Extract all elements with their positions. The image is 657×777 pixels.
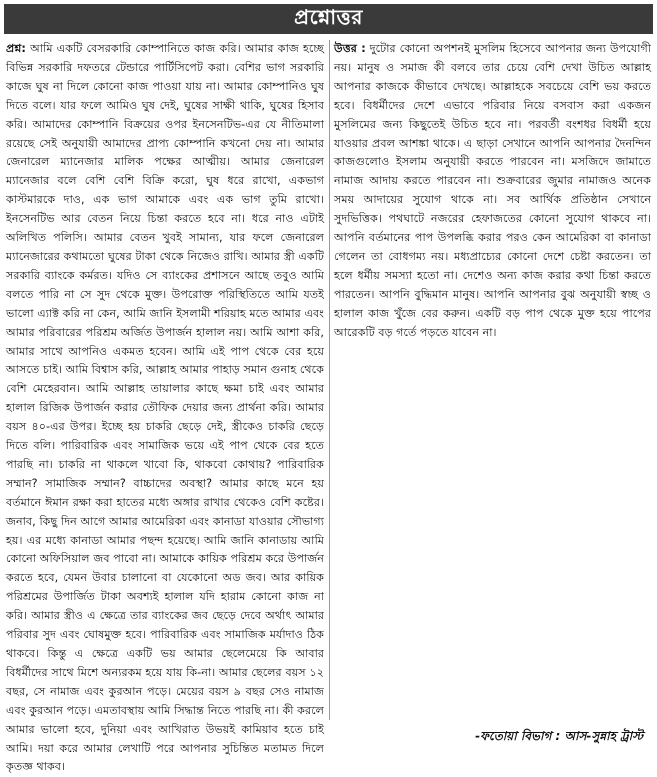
header-banner xyxy=(4,4,653,34)
question-label: প্রশ্ন: xyxy=(6,42,26,55)
column-divider xyxy=(329,40,330,720)
source-credit: -ফতোয়া বিভাগ : আস-সুন্নাহ ট্রাস্ট xyxy=(475,729,643,743)
answer-paragraph xyxy=(334,40,651,343)
column-right xyxy=(334,40,651,720)
page-title: প্রশ্নোত্তর xyxy=(294,4,363,29)
column-left xyxy=(6,40,324,774)
question-paragraph xyxy=(6,40,324,777)
answer-text: দুটোর কোনো অপশনই মুসলিম হিসেবে আপনার জন্য উপযোগী নয়। মানুষ ও সমাজ কী বলবে তার চেয়ে বেশি দেখা উচিত আল্লাহ আপনার কাজকে কীভাবে দেখছে। আল্লাহকে সবচেয়ে বেশি ভয় করতে হবে। বিধর্মীদের দেশে এভাবে পরিবার নিয়ে বসবাস করা একজন মুসলিমের জন্য কিছুতেই উচিত হবে না। পরবর্তী বংশধর বিধর্মী হয়ে যাওয়ার প্রবল আশঙ্কা থাকে। এ ছাড়া সেখানে আপনি আপনার দৈনন্দিন কাজগুলোও ইসলাম অনুযায়ী করতে পারবেন না। মসজিদে জামাতে নামাজ আদায় করতে পারবেন না। শুক্রবারের জুমার নামাজও অনেক সময় আদায়ের সুযোগ থাকে না। সব আর্থিক প্রতিষ্ঠান সেখানে সুদভিত্তিক। পথঘাটে নজরের হেফাজতের কোনো সুযোগ থাকবে না। আপনি বর্তমানের পাপ উপলব্ধি করার পরও কেন আমেরিকা বা কানাডা গেলেন তা বোধগম্য নয়। মধ্যপ্রাচ্যের কোনো দেশে চেষ্টা করতেন। তা হলে ধর্মীয় সমস্যা হতো না। দেশেও অন্য কাজ করার কথা চিন্তা করতে পারতেন। আপনি বুদ্ধিমান মানুষ। আপনি আপনার বুঝ অনুযায়ী স্বচ্ছ ও হালাল কাজ খুঁজে বের করুন। একটি বড় পাপ থেকে মুক্ত হয়ে পাপের আরেকটি বড় গর্তে পড়তে যাবেন না। xyxy=(334,42,651,339)
question-text: আমি একটি বেসরকারি কোম্পানিতে কাজ করি। আমার কাজ হচ্ছে বিভিন্ন সরকারি দফতরে টেন্ডারে পার্টিসিপেট করা। বেশির ভাগ সরকারি কাজে ঘুষ না দিলে কোনো কাজ পাওয়া যায় না। আমার কোম্পানিও ঘুষ দিতে বলে। যার ফলে আমিও ঘুষ দেই, ঘুষের সাক্ষী থাকি, ঘুষের হিসাব করি। আমাদের কোম্পানি বিক্রয়ের ওপর ইনসেনটিভ-এর যে নীতিমালা রয়েছে সেই অনুযায়ী আমাদের প্রাপ্য কোম্পানি কখনো দেয় না। আমার জেনারেল ম্যানেজার মালিক পক্ষের আত্মীয়। আমার জেনারেল ম্যানেজার বলে বেশি বেশি বিক্রি করো, ঘুষ ধরে রাখো, একভাগ কাস্টমারকে দাও, এক ভাগ আমাকে এবং এক ভাগ তুমি রাখো। ইনসেনটিভ আর বেতন নিয়ে চিন্তা করতে হবে না। ধরে নাও এটাই অলিখিত পলিসি। আমার বেতন খুবই সামান্য, যার ফলে জেনারেল ম্যানেজারের কথামতো ঘুষের টাকা থেকে নিজেও রাখি। আমার স্ত্রী একটি সরকারি ব্যাংকে কর্মরত। যদিও সে ব্যাংকের প্রশাসনে আছে তবুও আমি বলতে পারি না সে সুদ থেকে মুক্ত। উপরোক্ত পরিস্থিতিতে আমি যতই ভালো এ্যাক্ট করি না কেন, আমি জানি ইসলামী শরিয়াহ মতে আমার এবং আমার পরিবারের পরিশ্রম অর্জিত উপার্জন হালাল নয়। আমি আশা করি, আমার সাথে আপনিও একমত হবেন। আমি এই পাপ থেকে বের হয়ে আসতে চাই। আমি বিশ্বাস করি, আল্লাহ আমার পাহাড় সমান গুনাহ থেকে বেশি মেহেরবান। আমি আল্লাহ তায়ালার কাছে ক্ষমা চাই এবং আমার হালাল রিজিক উপার্জন করার তৌফিক দেয়ার জন্য প্রার্থনা করি। আমার বয়স ৪০-এর উপর। ইচ্ছে হয় চাকরি ছেড়ে দেই, স্ত্রীকেও চাকরি ছেড়ে দিতে বলি। পারিবারিক এবং সামাজিক ভয়ে এই পাপ থেকে বের হতে পারছি না। চাকরি না থাকলে খাবো কি, থাকবো কোথায়? পারিবারিক সম্মান? সামাজিক সম্মান? বাচ্চাদের অবস্থা? আমার কাছে মনে হয় বর্তমানে ঈমান রক্ষা করা হাতের মধ্যে অঙ্গার রাখার থেকেও বেশি কষ্টের। জনাব, কিছু দিন আগে আমার আমেরিকা এবং কানাডা যাওয়ার সৌভাগ্য হয়। এর মধ্যে কানাডা আমার পছন্দ হয়েছে। আমি জানি কানাডায় আমি কোনো অফিসিয়াল জব পাবো না। আমাকে কায়িক পরিশ্রম করে উপার্জন করতে হবে, যেমন উবার চালানো বা যেকোনো অড জব। আর কায়িক পরিশ্রমের উপার্জিত টাকা অবশ্যই হালাল যদি হারাম কোনো কাজ না করি। আমার স্ত্রীও এ ক্ষেত্রে তার ব্যাংকের জব ছেড়ে দেবে অর্থাৎ আমার পরিবার সুদ এবং ঘোষমুক্ত হবে। পারিবারিক এবং সামাজিক মর্যাদাও ঠিক থাকবে। কিন্তু এ ক্ষেত্রে একটি ভয় আমার ছেলেমেয়ে কি আবার বিধর্মীদের সাথে মিশে অন্যরকম হয়ে যায় কি-না। আমার ছেলের বয়স ১২ বছর, সে নামাজ এবং কুরআন পড়ে। মেয়ের বয়স ৯ বছর সেও নামাজ এবং কুরআন পড়ে। এমতাবস্থায় আমি সিদ্ধান্ত নিতে পারছি না। কী করলে আমার ভালো হবে, দুনিয়া এবং আখিরাত উভয়ই কামিয়াব হতে চাই আমি। দয়া করে আমার লেখাটি পরে আপনার সুচিন্তিত মতামত দিলে কৃতজ্ঞ থাকব। xyxy=(6,42,324,774)
answer-label: উত্তর : xyxy=(334,42,366,55)
